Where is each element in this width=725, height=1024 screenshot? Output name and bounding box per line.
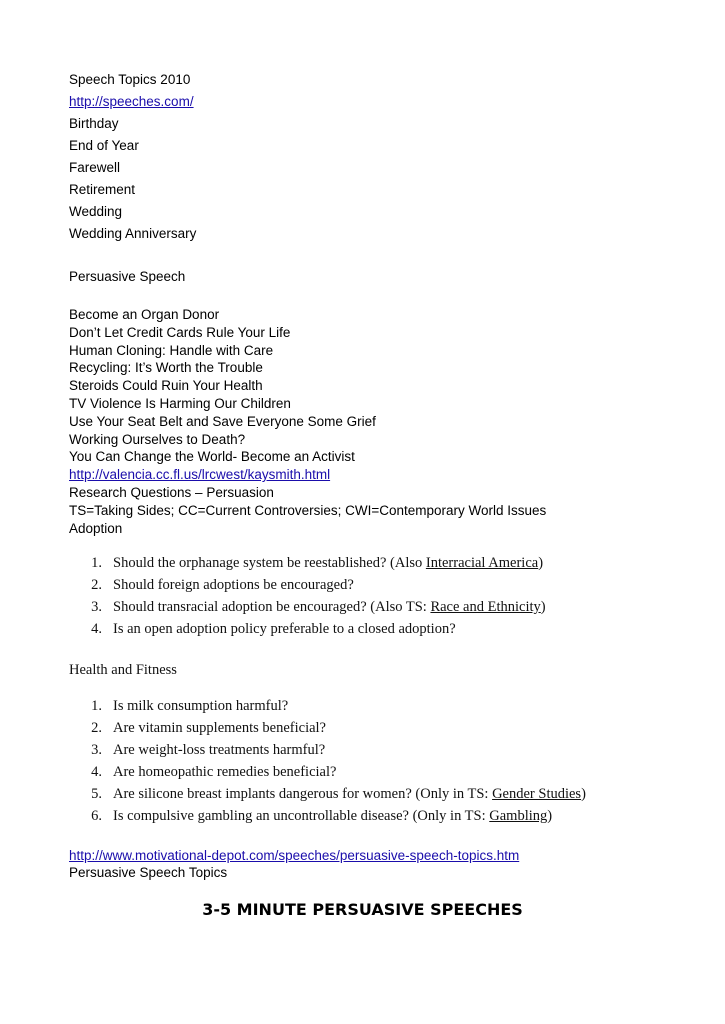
- doc-title: Speech Topics 2010: [69, 72, 191, 87]
- topic-item: Become an Organ Donor: [69, 307, 220, 322]
- item-text: Are homeopathic remedies beneficial?: [113, 764, 337, 780]
- item-number: 3.: [91, 742, 102, 758]
- item-number: 6.: [91, 808, 102, 824]
- item-text: Should foreign adoptions be encouraged?: [113, 577, 354, 593]
- item-text: Is an open adoption policy preferable to a closed adoption?: [113, 621, 456, 637]
- adoption-heading: Adoption: [69, 521, 123, 536]
- item-text: Should the orphanage system be reestablished? (Also: [113, 555, 426, 571]
- item-number: 3.: [91, 599, 102, 615]
- occasion-item: End of Year: [69, 138, 139, 153]
- occasion-item: Wedding: [69, 204, 123, 219]
- topic-item: Recycling: It’s Worth the Trouble: [69, 360, 263, 375]
- occasion-item: Farewell: [69, 160, 121, 175]
- book-reference: Race and Ethnicity: [430, 599, 541, 615]
- item-number: 1.: [91, 555, 102, 571]
- topic-item: Steroids Could Ruin Your Health: [69, 378, 263, 393]
- topic-item: Don’t Let Credit Cards Rule Your Life: [69, 325, 291, 340]
- topic-item: Working Ourselves to Death?: [69, 432, 246, 447]
- item-number: 2.: [91, 720, 102, 736]
- health-heading: Health and Fitness: [69, 662, 177, 678]
- topic-item: You Can Change the World- Become an Activist: [69, 449, 355, 464]
- item-text: Are weight-loss treatments harmful?: [113, 742, 326, 758]
- section-heading: 3-5 MINUTE PERSUASIVE SPEECHES: [202, 900, 523, 919]
- occasion-item: Retirement: [69, 182, 136, 197]
- footer-label: Persuasive Speech Topics: [69, 865, 228, 880]
- item-text: Are silicone breast implants dangerous for women? (Only in TS:: [113, 786, 493, 802]
- item-number: 4.: [91, 621, 102, 637]
- occasion-item: Wedding Anniversary: [69, 226, 197, 241]
- item-text-end: ): [538, 555, 544, 571]
- item-number: 2.: [91, 577, 102, 593]
- item-text: Should transracial adoption be encouraged? (Also TS:: [113, 599, 431, 615]
- item-number: 4.: [91, 764, 102, 780]
- motivational-depot-link[interactable]: http://www.motivational-depot.com/speeches/persuasive-speech-topics.htm: [69, 848, 520, 863]
- book-reference: Interracial America: [425, 555, 539, 571]
- item-text: Is milk consumption harmful?: [113, 698, 289, 714]
- item-text-end: ): [540, 599, 546, 615]
- item-number: 5.: [91, 786, 102, 802]
- item-text-end: ): [547, 808, 553, 824]
- speeches-link[interactable]: http://speeches.com/: [69, 94, 194, 109]
- topic-item: Use Your Seat Belt and Save Everyone Some Grief: [69, 414, 376, 429]
- persuasive-heading: Persuasive Speech: [69, 269, 186, 284]
- research-title: Research Questions – Persuasion: [69, 485, 274, 500]
- occasion-item: Birthday: [69, 116, 119, 131]
- item-text: Are vitamin supplements beneficial?: [113, 720, 326, 736]
- abbreviation-legend: TS=Taking Sides; CC=Current Controversies; CWI=Contemporary World Issues: [69, 503, 547, 518]
- topic-item: TV Violence Is Harming Our Children: [69, 396, 291, 411]
- item-text-end: ): [581, 786, 586, 802]
- book-reference: Gambling: [489, 808, 548, 824]
- valencia-link[interactable]: http://valencia.cc.fl.us/lrcwest/kaysmith.html: [69, 467, 331, 482]
- item-text: Is compulsive gambling an uncontrollable disease? (Only in TS:: [113, 808, 490, 824]
- topic-item: Human Cloning: Handle with Care: [69, 343, 274, 358]
- book-reference: Gender Studies: [492, 786, 582, 802]
- item-number: 1.: [91, 698, 102, 714]
